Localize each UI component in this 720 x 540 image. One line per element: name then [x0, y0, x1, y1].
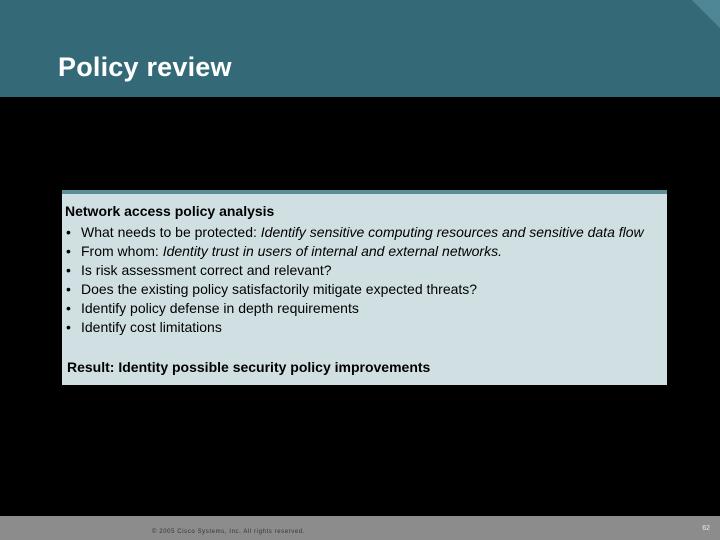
bullet-list: [66, 223, 644, 337]
bullet-text: Is risk assessment correct and relevant?: [81, 262, 332, 278]
bullet-text: What needs to be protected:: [81, 224, 261, 240]
header-corner-accent: [692, 0, 720, 28]
slide-title: Policy review: [58, 52, 232, 82]
bullet-item: • From whom: Identity trust in users of internal and external networks.: [66, 243, 502, 259]
bullet-emphasis: Identify sensitive computing resources and sensitive data flow: [260, 224, 644, 240]
bullet-text: From whom:: [81, 243, 163, 259]
bullet-text: Identify cost limitations: [81, 319, 222, 335]
result-statement: Result: Identity possible security policy improvements: [67, 359, 431, 375]
bullet-item: • Identify cost limitations: [66, 319, 222, 335]
bullet-item: • Does the existing policy satisfactorily mitigate expected threats?: [66, 281, 478, 297]
copyright-notice: © 2005 Cisco Systems, Inc. All rights reserved.: [152, 529, 306, 535]
bullet-item: • Is risk assessment correct and relevant?: [66, 262, 332, 278]
bullet-emphasis: Identity trust in users of internal and external networks.: [162, 243, 502, 259]
bullet-text: Identify policy defense in depth requirements: [81, 300, 359, 316]
bullet-item: • Identify policy defense in depth requirements: [66, 300, 359, 316]
box-heading: Network access policy analysis: [65, 203, 275, 219]
page-number: 62: [702, 525, 710, 532]
bullet-item: • What needs to be protected: Identify sensitive computing resources and sensitive data flow: [66, 224, 644, 240]
bullet-text: Does the existing policy satisfactorily mitigate expected threats?: [81, 281, 478, 297]
slide-header: [0, 0, 720, 97]
policy-analysis-box: [62, 190, 667, 385]
slide-footer: [0, 516, 720, 540]
